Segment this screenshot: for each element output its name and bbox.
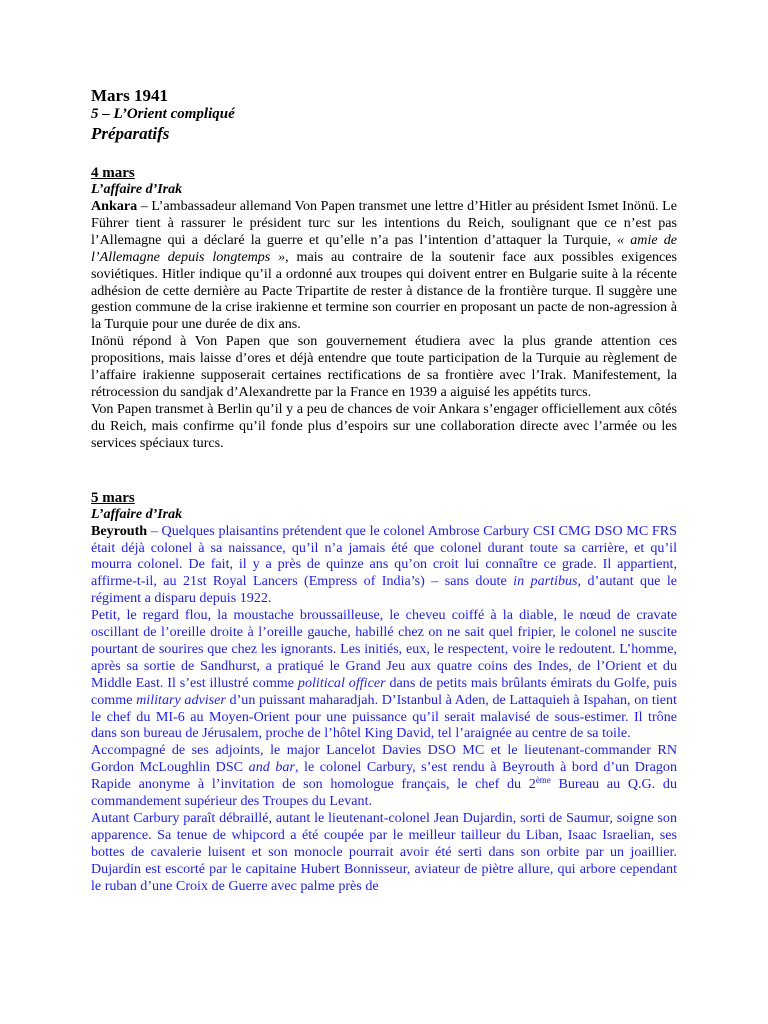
text-run: – L’ambassadeur allemand Von Papen transmet une lettre d’Hitler au président Ismet Inönü. Le Führer tient à rassurer le président turc sur les intentions du Reich, soulignant que ce n’est pas l’Allemagne qui a déclaré la guerre et qu’elle n’a pas l’intention d’attaquer la Turquie, [91, 198, 677, 248]
superscript: ème [535, 775, 551, 786]
day-section-4-mars [91, 165, 677, 452]
month-heading: Mars 1941 [91, 86, 168, 105]
text-run: – Quelques plaisantins prétendent que le colonel Ambrose Carbury CSI CMG DSO MC FRS était déjà colonel à sa naissance, qu’il n’a jamais été que colonel durant toute sa carrière, et qu’il mourra colonel. De fait, il y a près de quinze ans qu’on croit lui connaître ce grade. Il appartient, affirme-t-il, au 21st Royal Lancers (Empress of India’s) – sans doute [91, 522, 677, 590]
paragraph [91, 607, 677, 742]
location-label: Beyrouth [91, 522, 148, 539]
paragraph [91, 523, 677, 608]
paragraph [91, 742, 677, 810]
italic-term: in partibus, [513, 573, 582, 590]
part-heading: Préparatifs [91, 124, 170, 143]
topic-heading: L’affaire d’Irak [91, 182, 183, 197]
text-run: d’un puissant maharadjah. D’Istanbul à Aden, de Lattaquieh à Ispahan, on tient le chef du MI-6 au Moyen-Orient pour une puissance qu’il serait malavisé de sous-estimer. Il trône dans son bureau de Jérusalem, proche de l’hôtel King David, tel l’araignée au centre de sa toile. [91, 691, 677, 742]
text-run: , mais au contraire de la soutenir face aux possibles exigences soviétiques. Hitler indique qu’il a ordonné aux troupes qui doivent entrer en Bulgarie suite à la récente adhésion de cette dernière au Pacte Tripartite de rester à distance de la frontière turque. Il suggère une gestion commune de la crise irakienne et termine son courrier en proposant un pacte de non-agression à la Turquie pour une durée de dix ans. [91, 248, 677, 333]
paragraph: Autant Carbury paraît débraillé, autant le lieutenant-colonel Jean Dujardin, sorti de Saumur, soigne son apparence. Sa tenue de whipcord a été coupée par le meilleur tailleur du Liban, Isaac Israelian, ses bottes de cavalerie luisent et son monocle pourrait avoir été serti dans son orbite par un joaillier. Dujardin est escorté par le capitaine Hubert Bonnisseur, aviateur de piètre allure, qui arbore cependant le ruban d’une Croix de Guerre avec palme près de [91, 810, 677, 894]
date-heading: 4 mars [91, 165, 135, 181]
italic-term: military adviser [136, 691, 226, 708]
text-run: Accompagné de ses adjoints, le major Lancelot Davies DSO MC et le lieutenant-commander RN Gordon McLoughlin DSC [91, 742, 677, 776]
paragraph: Von Papen transmet à Berlin qu’il y a peu de chances de voir Ankara s’engager officiellement aux côtés du Reich, mais confirme qu’il fonde plus d’espoirs sur une collaboration directe avec l’armée ou les services spéciaux turcs. [91, 400, 677, 451]
text-run: Petit, le regard flou, la moustache broussailleuse, le cheveu coiffé à la diable, le nœud de cravate oscillant de l’oreille droite à l’oreille gauche, habillé chez on ne sait quel fripier, le colonel ne suscite pourtant de sourires que chez les ignorants. Les initiés, eux, le respectent, voire le redoutent. L’homme, après sa sortie de Sandhurst, a pratiqué le Grand Jeu aux quatre coins des Indes, de l’Orient et du Middle East. Il s’est illustré comme [91, 607, 677, 691]
text-run: dans de petits mais brûlants émirats du Golfe, puis comme [91, 674, 677, 708]
italic-term: and bar [248, 759, 295, 776]
paragraph [91, 198, 677, 333]
italic-quote: « amie de l’Allemagne depuis longtemps » [91, 231, 678, 265]
paragraph: Inönü répond à Von Papen que son gouvernement étudiera avec la plus grande attention ces propositions, mais laisse d’ores et déjà entendre que toute participation de la Turquie au règlement de l’affaire irakienne supposerait certaines rectifications de sa frontière avec l’Irak. Manifestement, la rétrocession du sandjak d’Alexandrette par la France en 1939 a aiguisé les appétits turcs. [91, 333, 677, 400]
document-page [91, 86, 677, 895]
text-run: d’autant que le régiment a disparu depuis 1922. [91, 573, 677, 607]
location-label: Ankara [91, 198, 138, 214]
date-heading: 5 mars [91, 489, 135, 506]
chapter-heading: 5 – L’Orient compliqué [91, 106, 235, 122]
italic-term: political officer [297, 674, 386, 691]
text-run: , le colonel Carbury, s’est rendu à Beyrouth à bord d’un Dragon Rapide anonyme à l’invitation de son homologue français, le chef du 2 [91, 759, 677, 793]
day-section-5-mars [91, 490, 677, 895]
text-run: Bureau au Q.G. du commandement supérieur des Troupes du Levant. [91, 776, 677, 810]
topic-heading: L’affaire d’Irak [91, 506, 183, 522]
